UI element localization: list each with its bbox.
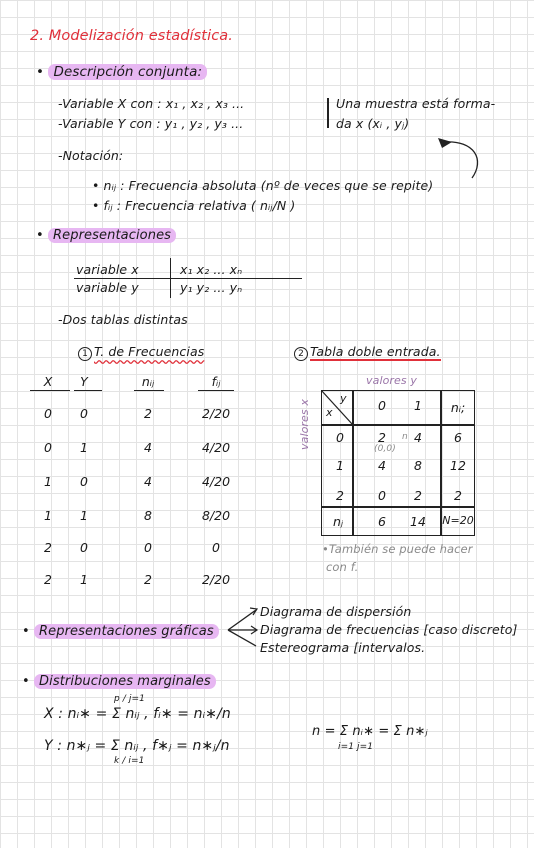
graphical-heading: • Representaciones gráficas: [22, 624, 219, 639]
table-row: 2: [336, 488, 344, 503]
marginal-total-limits: i=1 j=1: [338, 742, 374, 752]
table-row: 8/20: [201, 508, 231, 523]
table-row: 0: [44, 406, 52, 421]
corner-x: x: [326, 406, 333, 419]
table-row: 2: [414, 488, 422, 503]
table-row: 2: [44, 572, 52, 587]
page-title: 2. Modelización estadística.: [30, 28, 233, 44]
table2-number: 2: [294, 347, 308, 361]
marginal-y-limits: k / i=1: [114, 756, 145, 766]
table2-title: [294, 344, 441, 361]
freq-header-rule-y: [74, 390, 102, 391]
table-row: 4/20: [201, 440, 231, 455]
freq-header-rule-f: [198, 390, 234, 391]
table-row: 1: [80, 440, 88, 455]
table-row: 0: [44, 440, 52, 455]
table-row: 4/20: [201, 474, 231, 489]
marginal-x-limits: p / j=1: [114, 694, 145, 704]
marginal-heading-text: Distribuciones marginales: [34, 674, 216, 689]
double-side-label: valores x: [298, 399, 311, 450]
var-x-line: -Variable X con : x₁ , x₂ , x₃ ...: [58, 96, 245, 111]
table-row: 4: [144, 474, 152, 489]
graphical-heading-text: Representaciones gráficas: [34, 624, 219, 639]
arrow-icon: [430, 132, 490, 182]
joint-heading-text: Descripción conjunta:: [48, 64, 207, 80]
notation-label: -Notación:: [58, 148, 124, 163]
double-col-header: 1: [414, 398, 422, 413]
freq-header-y: Y: [80, 374, 88, 389]
double-hline-2: [321, 506, 475, 508]
sample-text-2: da x (xᵢ , yⱼ): [336, 116, 410, 131]
var-row2-values: y₁ y₂ ... yₙ: [180, 280, 243, 295]
table-row: 2: [44, 540, 52, 555]
table-row: 8: [414, 458, 422, 473]
table-row: 8: [144, 508, 152, 523]
fij-definition: • fᵢⱼ : Frecuencia relativa ( nᵢⱼ/N ): [92, 198, 296, 213]
table-row: 1: [44, 508, 52, 523]
freq-header-rule-n: [134, 390, 164, 391]
freq-header-rule-xy: [30, 390, 70, 391]
table1-number: 1: [78, 347, 92, 361]
graphical-item-3: Estereograma [intervalos.: [260, 640, 426, 655]
table1-title: [78, 344, 204, 361]
table-row: 1: [80, 572, 88, 587]
marginal-y-formula: Y : n∗ⱼ = Σ nᵢⱼ , f∗ⱼ = n∗ⱼ/n: [44, 738, 230, 754]
table-row: 2/20: [201, 406, 231, 421]
var-table-hline: [74, 278, 302, 279]
marginal-total-formula: n = Σ nᵢ∗ = Σ n∗ⱼ: [312, 724, 428, 739]
table-row: 1: [336, 458, 344, 473]
double-col-header: nᵢ;: [450, 400, 466, 415]
two-tables-label: -Dos tablas distintas: [58, 312, 188, 327]
table-row: 2/20: [201, 572, 231, 587]
table-row: 4: [378, 458, 386, 473]
joint-heading: • Descripción conjunta:: [36, 64, 207, 80]
graphical-item-1: Diagrama de dispersión: [260, 604, 412, 619]
marginal-x-formula: X : nᵢ∗ = Σ nᵢⱼ , fᵢ∗ = nᵢ∗/n: [44, 706, 231, 722]
representations-heading: • Representaciones: [36, 228, 176, 243]
table-row: 0: [212, 540, 220, 555]
double-note-2: con f.: [326, 560, 359, 574]
var-row2-label: variable y: [76, 280, 139, 295]
graphical-item-2: Diagrama de frecuencias [caso discreto]: [260, 622, 518, 637]
table-row: 0: [80, 540, 88, 555]
table1-title-text: T. de Frecuencias: [94, 344, 205, 359]
table-row: 0: [336, 430, 344, 445]
var-table-vline: [170, 258, 171, 298]
nij-definition: • nᵢⱼ : Frecuencia absoluta (nº de veces que se repite): [92, 178, 434, 193]
marginal-heading: • Distribuciones marginales: [22, 674, 216, 689]
var-row1-label: variable x: [76, 262, 139, 277]
double-footer: 6: [378, 514, 386, 529]
representations-heading-text: Representaciones: [48, 228, 176, 243]
freq-header-fij: fᵢⱼ: [211, 374, 221, 389]
corner-y: y: [340, 392, 347, 405]
table-row: 0: [378, 488, 386, 503]
double-note-1: •También se puede hacer: [322, 542, 473, 556]
branch-arrows-icon: [226, 604, 260, 650]
table-row: 1: [44, 474, 52, 489]
table-row: 0: [144, 540, 152, 555]
double-footer: N=20: [442, 514, 474, 527]
table-row: 0: [80, 474, 88, 489]
table2-title-text: Tabla doble entrada.: [310, 344, 441, 359]
double-col-header: 0: [378, 398, 386, 413]
table-row: 2: [378, 430, 386, 445]
var-row1-values: x₁ x₂ ... xₙ: [180, 262, 243, 277]
double-top-label: valores y: [366, 374, 417, 387]
table-row: 4: [414, 430, 422, 445]
table-row: 12: [450, 458, 466, 473]
sample-text-1: Una muestra está forma-: [336, 96, 496, 111]
double-footer: 14: [410, 514, 426, 529]
table-row: 4: [144, 440, 152, 455]
table-row: 2: [144, 572, 152, 587]
table-row: 0: [80, 406, 88, 421]
table-row: 6: [454, 430, 462, 445]
table-row: 1: [80, 508, 88, 523]
pair-annotation-n: n: [402, 432, 408, 442]
double-footer: nⱼ: [332, 514, 344, 529]
pair-annotation: (0,0): [374, 444, 396, 454]
var-y-line: -Variable Y con : y₁ , y₂ , y₃ ...: [58, 116, 244, 131]
brace: [327, 98, 329, 128]
freq-header-x: X: [43, 374, 53, 389]
table-row: 2: [454, 488, 462, 503]
freq-header-nij: nᵢⱼ: [141, 374, 155, 389]
table-row: 2: [144, 406, 152, 421]
